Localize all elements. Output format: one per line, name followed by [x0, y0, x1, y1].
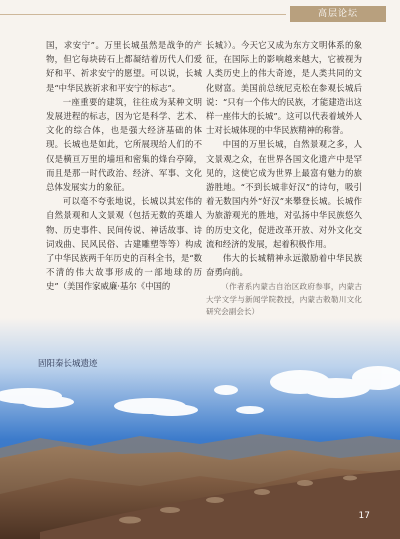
paragraph: 伟大的长城精神永远激励着中华民族奋勇向前。 — [206, 253, 362, 278]
paragraph: 中国的万里长城，自然景观之多，人文景观之众，在世界各国文化遗产中是罕见的，这使它成为世界上最富有魅力的旅游胜地。“不到长城非好汉”的诗句，吸引着无数国内外“好汉”来攀登长城。长城作为旅游观光的胜地，对弘扬中华民族悠久的历史文化，促进改革开放、对外文化交流和经济的发展，起着积极作用。 — [206, 139, 362, 249]
article-column-right — [206, 38, 362, 318]
author-byline: （作者系内蒙古自治区政府参事，内蒙古大学文学与新闻学院教授，内蒙古敕勒川文化研究会副会长） — [206, 282, 362, 316]
paragraph: 长城》）。今天它又成为东方文明体系的象征，在国际上的影响越来越大，它被视为人类历史上的伟大奇迹，是人类共同的文化财富。美国前总统尼克松在参观长城后说：“只有一个伟大的民族，才能建造出这样一座伟大的长城”。这可以代表着域外人士对长城体现的中华民族精神的称誉。 — [206, 40, 362, 136]
paragraph: 国，求安宁”。万里长城虽然是战争的产物，但它每块砖石上都凝结着历代人们爱好和平、祈求安宁的愿望。可以说，长城是“中华民族祈求和平安宁的标志”。 — [46, 40, 202, 93]
great-wall-photo — [0, 318, 400, 539]
page-number: 17 — [358, 511, 370, 521]
header-rule — [0, 14, 286, 15]
section-tag: 高层论坛 — [290, 6, 386, 22]
photo-caption: 固阳秦长城遗迹 — [38, 359, 98, 369]
paragraph: 一座重要的建筑，往往成为某种文明发展进程的标志，因为它是科学、艺术、文化的综合体，也是强大经济基础的体现。长城也是如此，它所展现给人们的不仅是横亘万里的墙垣和密集的烽台亭障，而且是那一时代政治、经济、军事、文化总体发展实力的象征。 — [46, 96, 202, 193]
paragraph: 可以毫不夸张地说，长城以其宏伟的自然景观和人文景观（包括无数的英雄人物、历史事件、民间传说、神话故事、诗词戏曲、民风民俗、古建雕塑等等）构成了中华民族两千年历史的百科全书，是“数不清的伟大故事形成的一部地球的历史”（美国作家威廉·基尔《中国的 — [46, 196, 202, 292]
article-column-left — [46, 38, 202, 294]
